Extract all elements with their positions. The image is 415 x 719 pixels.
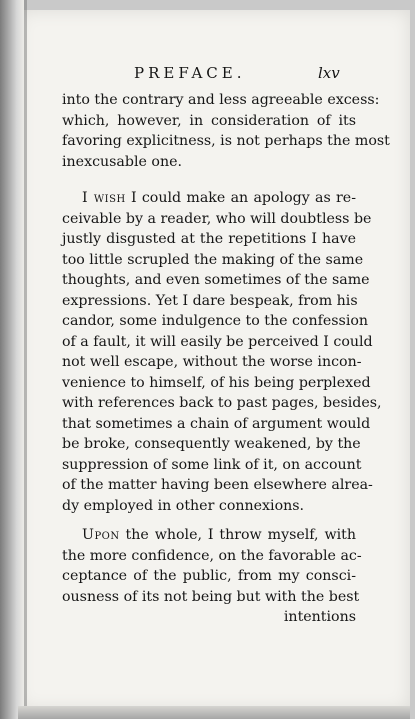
text-line: ceivable by a reader, who will doubtless be <box>62 210 372 227</box>
running-head: PREFACE. <box>134 64 246 82</box>
page-header <box>0 64 415 86</box>
text-line-rest: the whole, I throw myself, with <box>119 527 356 543</box>
text-line: of a fault, it will easily be perceived I could <box>62 333 373 350</box>
text-line: ceptance of the public, from my consci- <box>62 568 356 584</box>
text-line: of the matter having been elsewhere alrea- <box>62 477 373 493</box>
text-line: too little scrupled the making of the same <box>62 251 364 268</box>
text-line: inexcusable one. <box>62 153 183 170</box>
text-line-rest: I could make an apology as re- <box>125 190 356 206</box>
text-line: the more confidence, on the favorable ac- <box>62 547 362 564</box>
text-line: be broke, consequently weakened, by the <box>62 436 361 452</box>
text-line: which, however, in consideration of its <box>62 112 356 129</box>
text-line: with references back to past pages, besides, <box>62 395 382 411</box>
text-line <box>62 525 356 546</box>
text-line: expressions. Yet I dare bespeak, from his <box>62 292 358 309</box>
book-spine-shadow <box>0 0 24 719</box>
paragraph-2 <box>62 188 382 516</box>
text-line: not well escape, without the worse incon- <box>62 354 362 370</box>
text-line: candor, some indulgence to the confession <box>62 313 369 329</box>
text-line: dy employed in other connexions. <box>62 497 305 514</box>
text-line: venience to himself, of his being perplexed <box>62 374 371 391</box>
text-line: into the contrary and less agreeable excess: <box>62 92 380 108</box>
paragraph-1 <box>62 90 390 172</box>
text-line: favoring explicitness, is not perhaps the most <box>62 133 390 149</box>
text-line: that sometimes a chain of argument would <box>62 415 371 432</box>
paragraph-3 <box>62 525 362 628</box>
text-line: justly disgusted at the repetitions I have <box>62 231 356 247</box>
text-line: thoughts, and even sometimes of the same <box>62 272 370 288</box>
spine-edge <box>24 0 27 719</box>
page-bottom-edge <box>18 706 410 719</box>
paragraph-lead-word: Upon <box>82 527 120 543</box>
catchword: intentions <box>283 609 356 625</box>
paragraph-lead-word: I wish <box>82 190 126 206</box>
text-line: ousness of its not being but with the best <box>62 588 360 605</box>
text-line <box>62 188 356 209</box>
text-line: suppression of some link of it, on account <box>62 456 362 473</box>
page-number: lxv <box>318 64 340 82</box>
